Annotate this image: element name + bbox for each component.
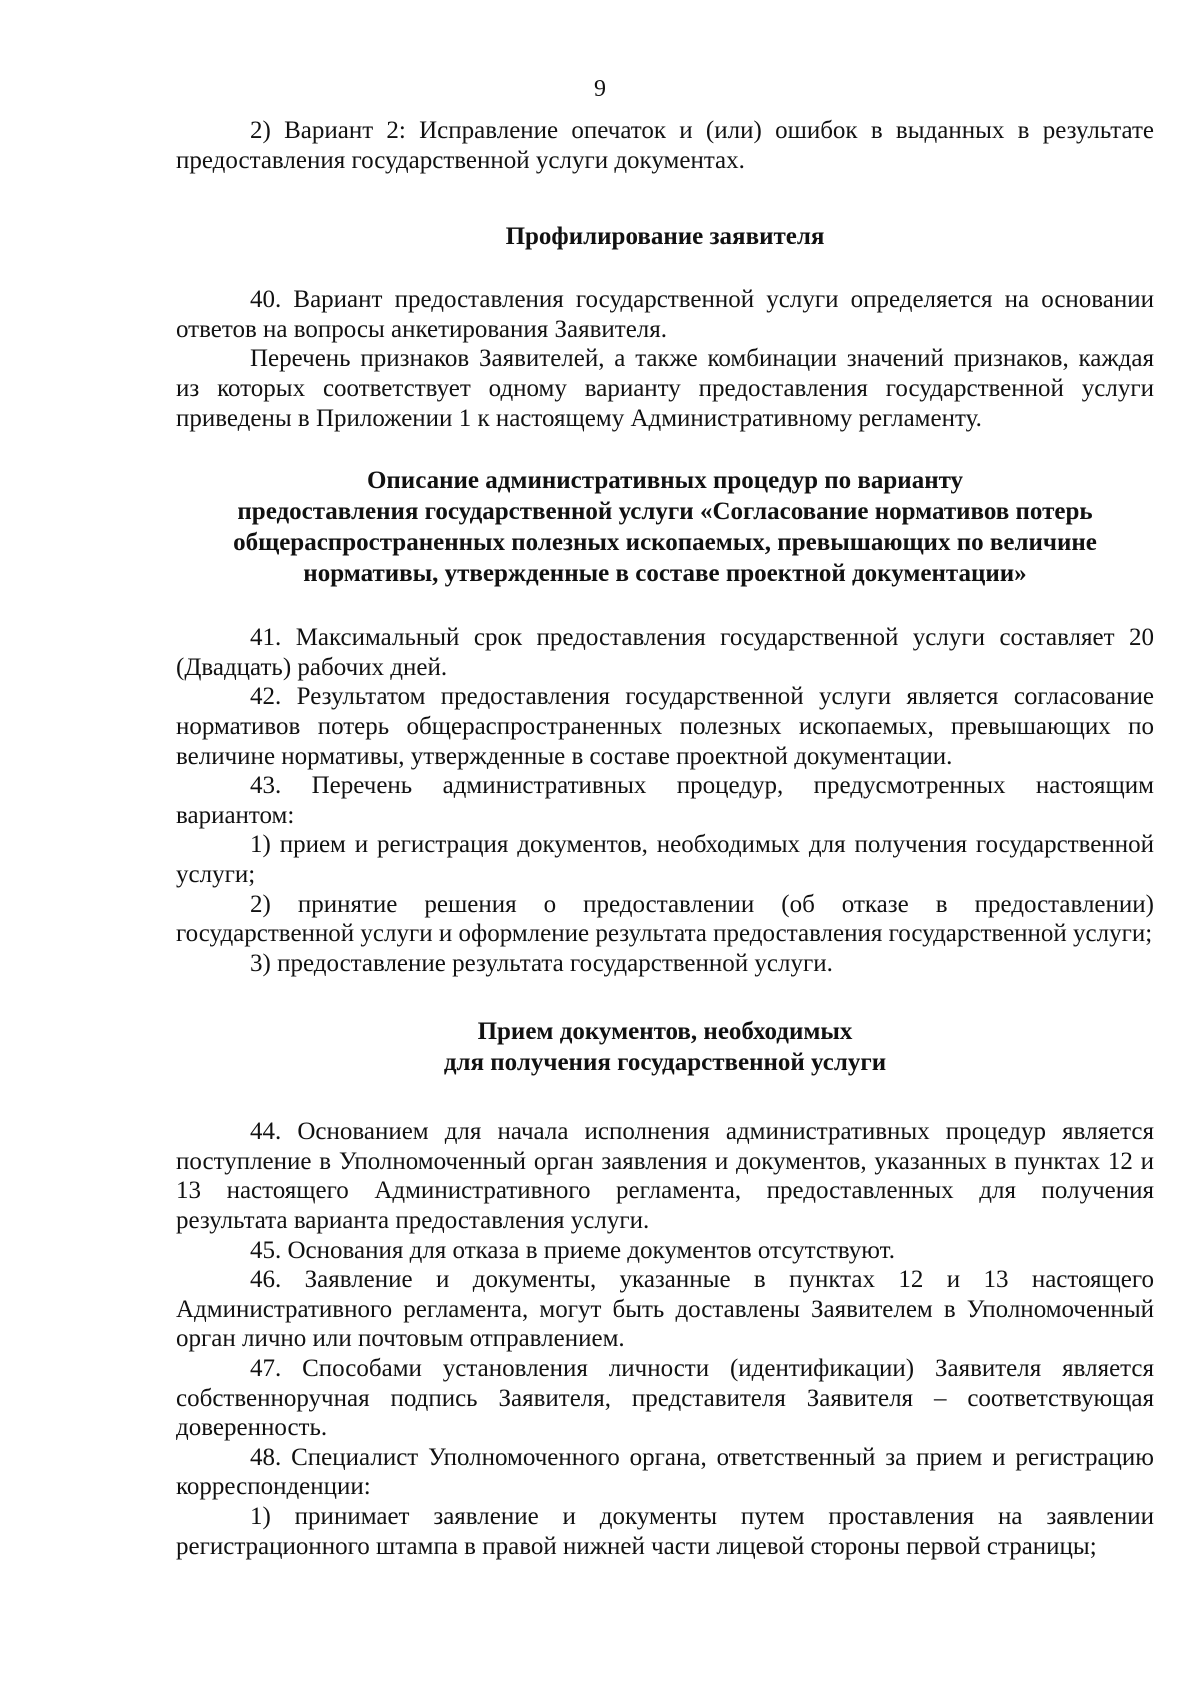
list-item-43-1: 1) прием и регистрация документов, необходимых для получения государственной услуги; — [176, 831, 1154, 888]
heading-line: Прием документов, необходимых — [477, 1018, 853, 1046]
heading-line: Описание административных процедур по варианту — [366, 467, 964, 495]
paragraph-40: 40. Вариант предоставления государственной услуги определяется на основании ответов на вопросы анкетирования Заявителя. — [176, 286, 1154, 343]
section-heading-profiling — [176, 221, 1154, 252]
page-number: 9 — [594, 76, 606, 102]
section-heading-document-intake — [176, 1016, 1154, 1078]
paragraph-46: 46. Заявление и документы, указанные в пунктах 12 и 13 настоящего Административного регламента, могут быть доставлены Заявителем в Уполномоченный орган лично или почтовым отправлением. — [176, 1266, 1154, 1353]
paragraph-43: 43. Перечень административных процедур, предусмотренных настоящим вариантом: — [176, 772, 1154, 829]
paragraph-44: 44. Основанием для начала исполнения административных процедур является поступление в Уполномоченный орган заявления и документов, указанных в пунктах 12 и 13 настоящего Административного регламента, предоставленных для получения результата варианта предоставления услуги. — [176, 1118, 1154, 1235]
list-item-43-2: 2) принятие решения о предоставлении (об отказе в предоставлении) государственной услуги и оформление результата предоставления государственной услуги; — [176, 890, 1154, 948]
paragraph-42: 42. Результатом предоставления государственной услуги является согласование нормативов потерь общераспространенных полезных ископаемых, превышающих по величине нормативы, утвержденные в составе проектной документации. — [176, 683, 1154, 770]
heading-line: нормативы, утвержденные в составе проектной документации» — [303, 560, 1027, 588]
paragraph-applicant-criteria: Перечень признаков Заявителей, а также комбинации значений признаков, каждая из которых соответствует одному варианту предоставления государственной услуги приведены в Приложении 1 к настоящему Административному регламенту. — [176, 345, 1154, 432]
heading-line: предоставления государственной услуги «Согласование нормативов потерь — [237, 498, 1093, 526]
heading-line: Профилирование заявителя — [505, 223, 825, 251]
paragraph-variant-2: 2) Вариант 2: Исправление опечаток и (или) ошибок в выданных в результате предоставления государственной услуги документах. — [176, 117, 1154, 174]
list-item-43-3: 3) предоставление результата государственной услуги. — [250, 949, 833, 977]
list-item-48-1: 1) принимает заявление и документы путем проставления на заявлении регистрационного штампа в правой нижней части лицевой стороны первой страницы; — [176, 1503, 1154, 1560]
paragraph-41: 41. Максимальный срок предоставления государственной услуги составляет 20 (Двадцать) рабочих дней. — [176, 624, 1154, 681]
document-body — [176, 116, 1154, 1561]
paragraph-47: 47. Способами установления личности (идентификации) Заявителя является собственноручная подпись Заявителя, представителя Заявителя – соответствующая доверенность. — [176, 1355, 1154, 1442]
paragraph-45: 45. Основания для отказа в приеме документов отсутствуют. — [250, 1236, 895, 1264]
heading-line: общераспространенных полезных ископаемых, превышающих по величине — [233, 529, 1097, 557]
heading-line: для получения государственной услуги — [443, 1049, 887, 1077]
paragraph-48: 48. Специалист Уполномоченного органа, ответственный за прием и регистрацию корреспонденции: — [176, 1443, 1154, 1501]
section-heading-procedures — [176, 465, 1154, 589]
